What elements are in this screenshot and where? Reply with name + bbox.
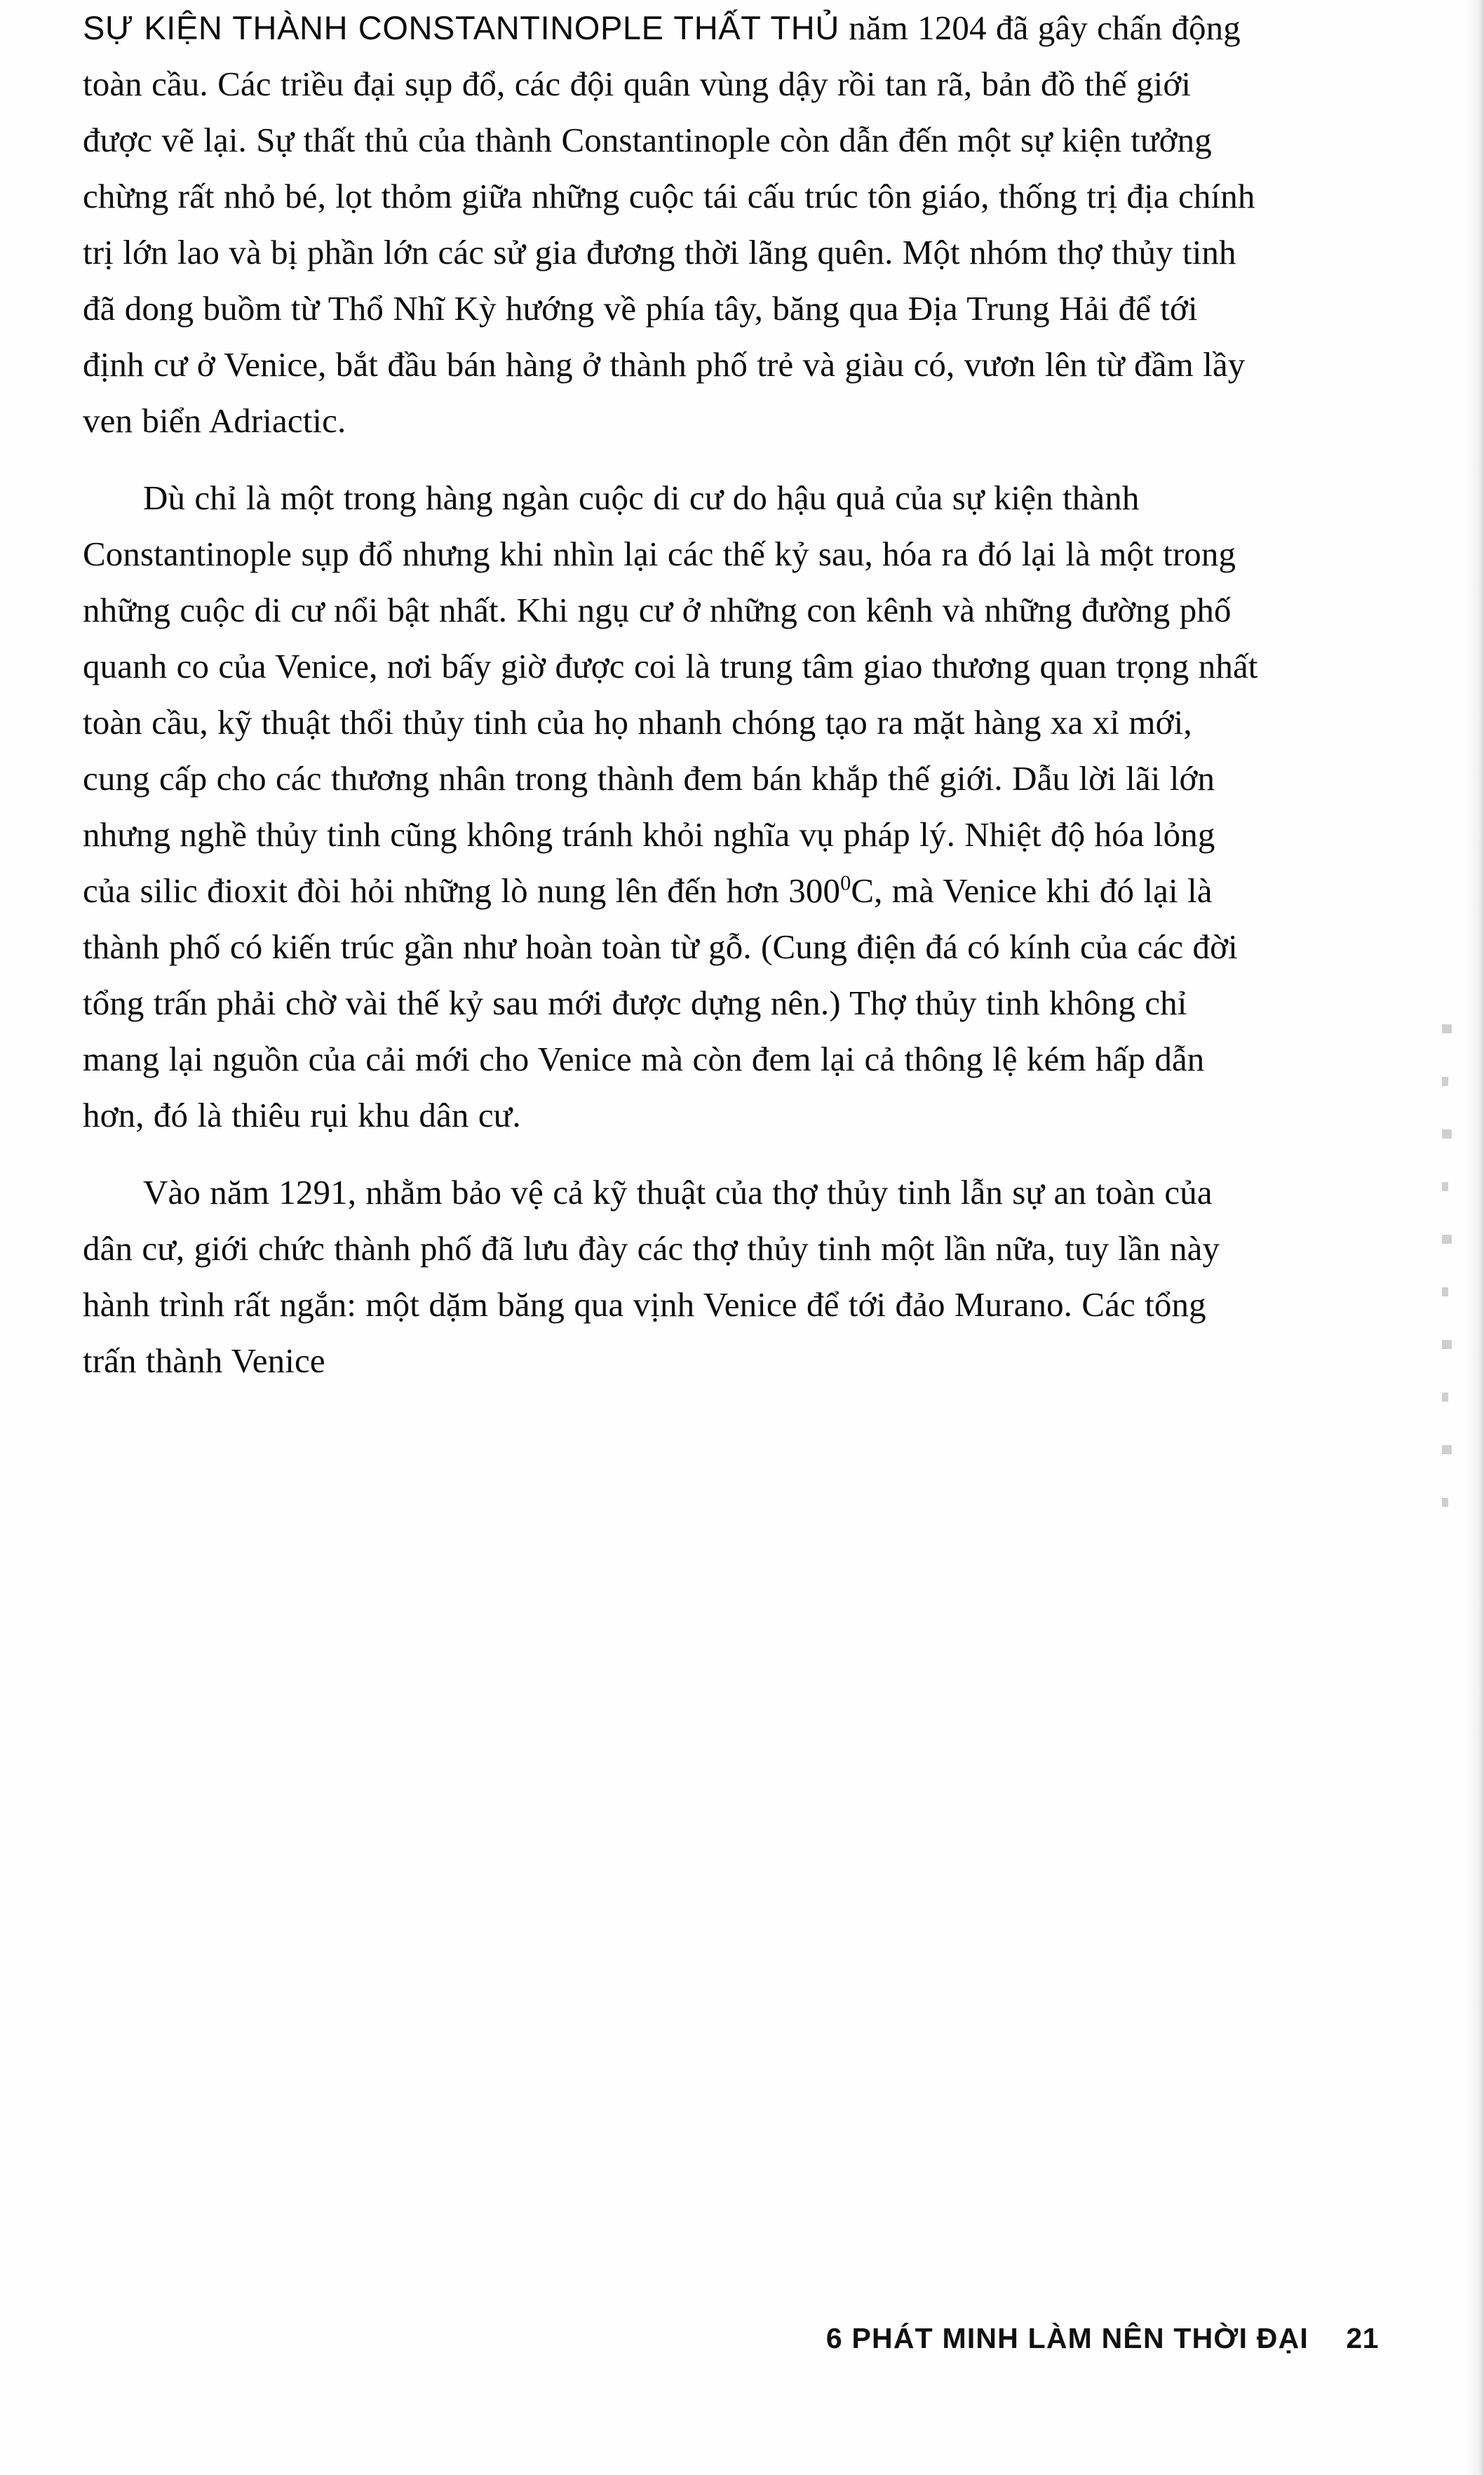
paragraph-opening-rest: năm 1204 đã gây chấn động toàn cầu. Các triều đại sụp đổ, các đội quân vùng dậy rồi tan rã, bản đồ thế giới được vẽ lại. Sự thất thủ của thành Constantinople còn dẫn đến một sự kiện tưởng chừng rất nhỏ bé, lọt thỏm giữa những cuộc tái cấu trúc tôn giáo, thống trị địa chính trị lớn lao và bị phần lớn các sử gia đương thời lãng quên. Một nhóm thợ thủy tinh đã dong buồm từ Thổ Nhĩ Kỳ hướng về phía tây, băng qua Địa Trung Hải để tới định cư ở Venice, bắt đầu bán hàng ở thành phố trẻ và giàu có, vươn lên từ đầm lầy ven biển Adriactic. — [83, 8, 1255, 440]
page-edge-shadow — [1464, 0, 1484, 2475]
page-footer — [83, 2322, 1379, 2355]
paragraph-opening — [83, 0, 1261, 449]
facing-page-edge-marks — [1442, 1024, 1460, 1768]
paragraph-two-part-b: C, mà Venice khi đó lại là thành phố có kiến trúc gần như hoàn toàn từ gỗ. (Cung điện đá có kính của các đời tổng trấn phải chờ vài thế kỷ sau mới được dựng nên.) Thợ thủy tinh không chỉ mang lại nguồn của cải mới cho Venice mà còn đem lại cả thông lệ kém hấp dẫn hơn, đó là thiêu rụi khu dân cư. — [83, 871, 1238, 1134]
page-number: 21 — [1346, 2322, 1379, 2354]
paragraph-two-part-a: Dù chỉ là một trong hàng ngàn cuộc di cư do hậu quả của sự kiện thành Constantinople sụp đổ nhưng khi nhìn lại các thế kỷ sau, hóa ra đó lại là một trong những cuộc di cư nổi bật nhất. Khi ngụ cư ở những con kênh và những đường phố quanh co của Venice, nơi bấy giờ được coi là trung tâm giao thương quan trọng nhất toàn cầu, kỹ thuật thổi thủy tinh của họ nhanh chóng tạo ra mặt hàng xa xỉ mới, cung cấp cho các thương nhân trong thành đem bán khắp thế giới. Dẫu lời lãi lớn nhưng nghề thủy tinh cũng không tránh khỏi nghĩa vụ pháp lý. Nhiệt độ hóa lỏng của silic đioxit đòi hỏi những lò nung lên đến hơn 300 — [83, 478, 1258, 910]
paragraph-two — [83, 470, 1261, 1143]
paragraph-three: Vào năm 1291, nhằm bảo vệ cả kỹ thuật của thợ thủy tinh lẫn sự an toàn của dân cư, giới chức thành phố đã lưu đày các thợ thủy tinh một lần nữa, tuy lần này hành trình rất ngắn: một dặm băng qua vịnh Venice để tới đảo Murano. Các tổng trấn thành Venice — [83, 1173, 1220, 1380]
running-head: 6 PHÁT MINH LÀM NÊN THỜI ĐẠI — [825, 2322, 1309, 2354]
opening-small-caps: SỰ KIỆN THÀNH CONSTANTINOPLE THẤT THỦ — [83, 9, 839, 46]
degree-symbol: 0 — [840, 871, 851, 895]
page-body-text — [83, 0, 1261, 1389]
